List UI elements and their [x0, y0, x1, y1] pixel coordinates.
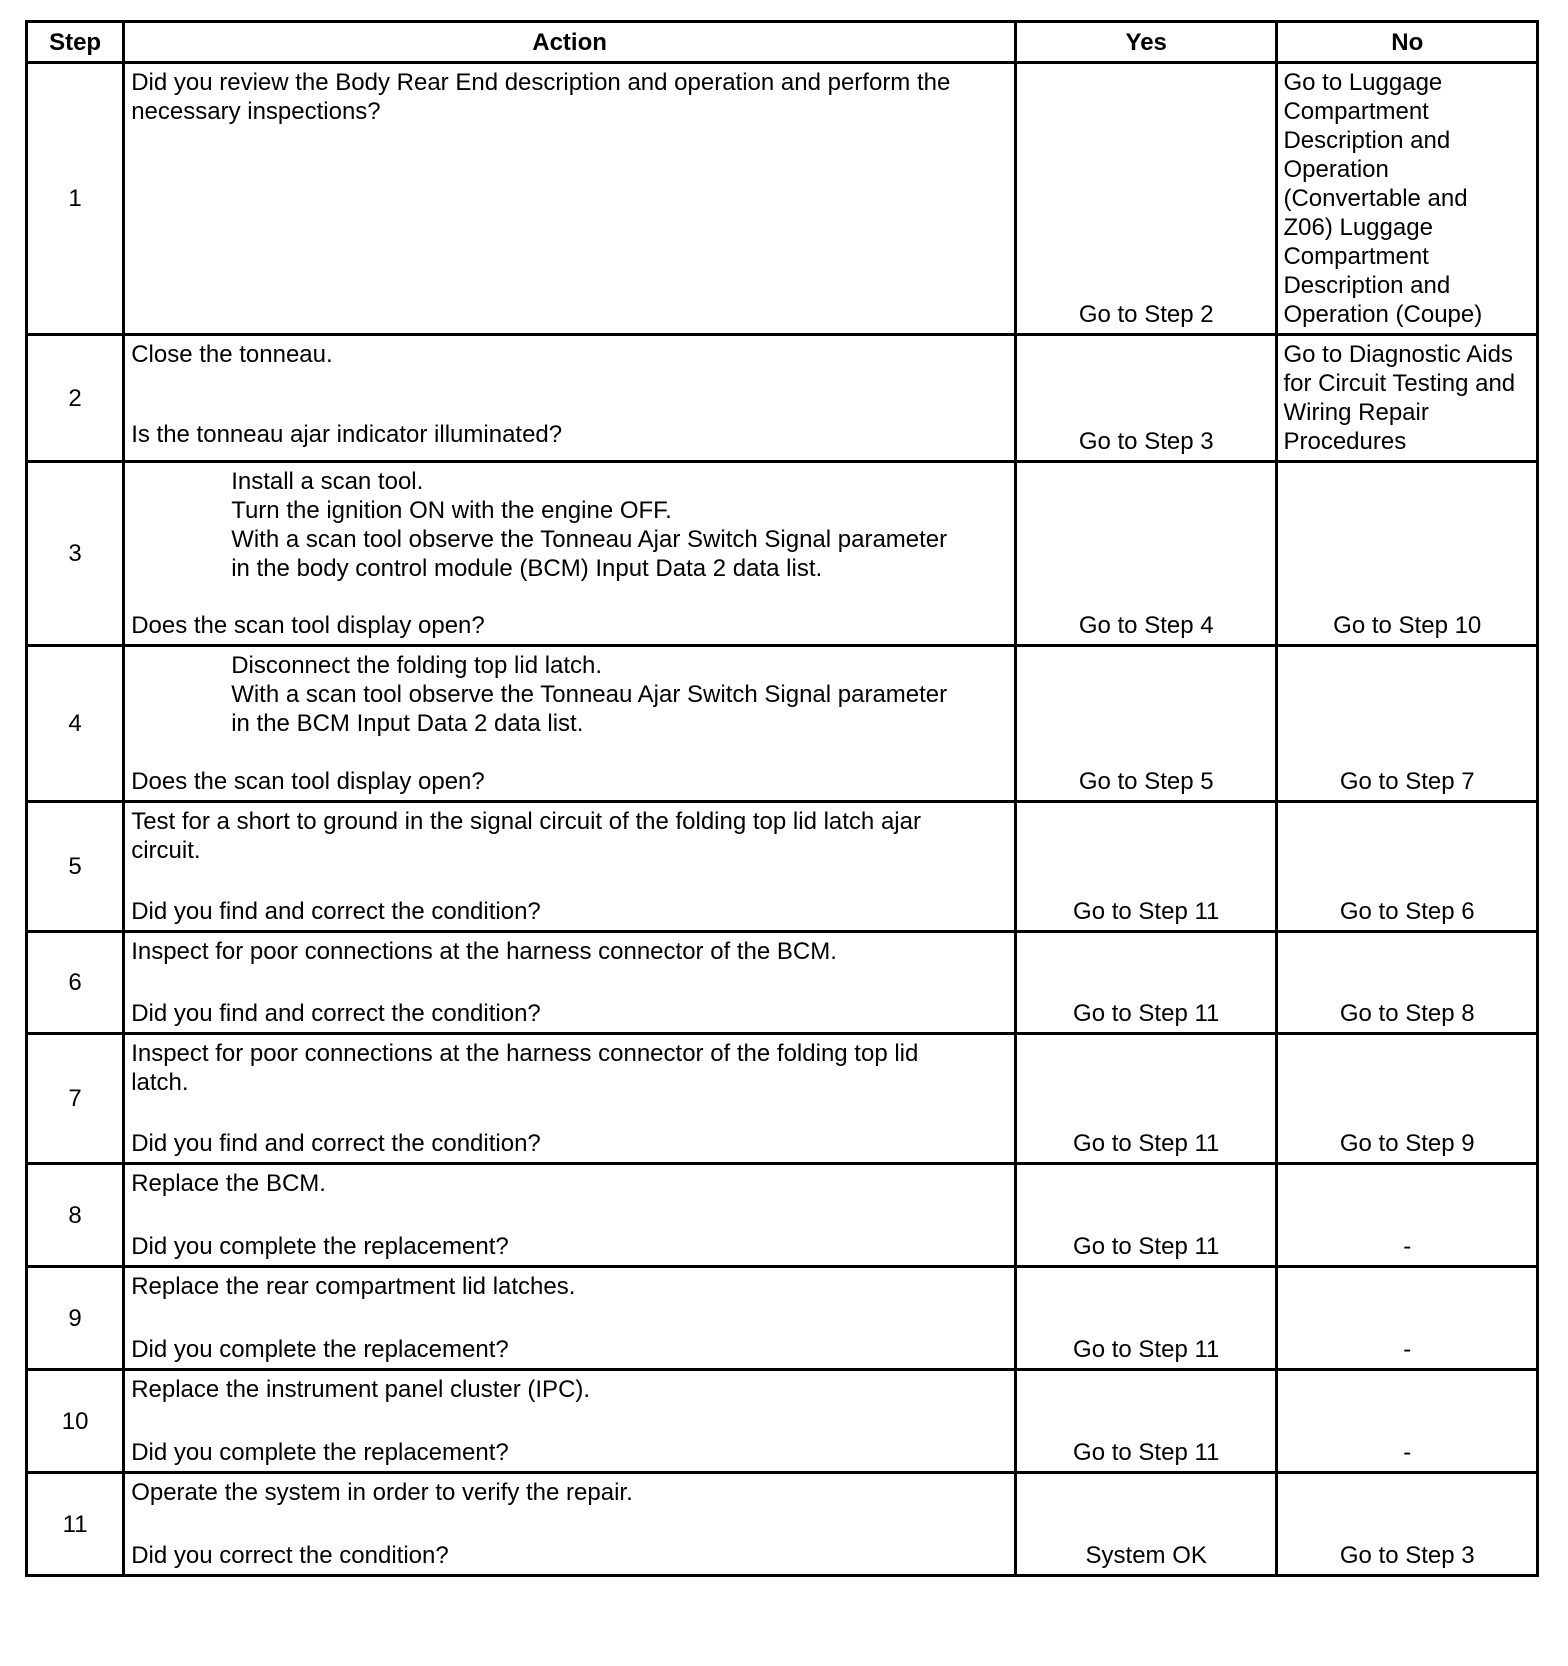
action-question: Does the scan tool display open?: [131, 768, 485, 795]
table-row: [27, 63, 1538, 335]
yes-result: Go to Step 11: [1015, 802, 1277, 932]
action-sub-line: in the body control module (BCM) Input Data 2 data list.: [231, 555, 823, 582]
diagnostic-table: [25, 20, 1539, 1577]
action-line: Close the tonneau.: [131, 341, 333, 368]
no-result-line: Wiring Repair: [1283, 399, 1429, 426]
yes-result: System OK: [1015, 1473, 1277, 1576]
action-cell: [124, 335, 1016, 462]
action-text: [131, 1039, 1008, 1097]
action-sub-line: With a scan tool observe the Tonneau Ajar Switch Signal parameter: [231, 526, 948, 553]
action-line: Replace the instrument panel cluster (IPC).: [131, 1376, 591, 1403]
no-result-line: for Circuit Testing and: [1283, 370, 1516, 397]
table-row: [27, 1370, 1538, 1473]
action-line: Operate the system in order to verify the repair.: [131, 1479, 633, 1506]
action-cell: [124, 63, 1016, 335]
action-sub-line: in the BCM Input Data 2 data list.: [231, 710, 584, 737]
action-question: Did you correct the condition?: [131, 1542, 449, 1569]
table-body: [27, 63, 1538, 1576]
no-result-line: Go to Diagnostic Aids: [1283, 341, 1513, 368]
action-question: Is the tonneau ajar indicator illuminated?: [131, 421, 563, 448]
action-cell: [124, 1267, 1016, 1370]
action-cell: [124, 1473, 1016, 1576]
no-result-line: Go to Luggage: [1283, 69, 1443, 96]
table-row: [27, 1164, 1538, 1267]
no-result: -: [1277, 1370, 1538, 1473]
yes-result: Go to Step 11: [1015, 1034, 1277, 1164]
action-cell: [124, 932, 1016, 1034]
table-row: [27, 462, 1538, 646]
step-number: 11: [27, 1473, 124, 1576]
no-result: Go to Step 6: [1277, 802, 1538, 932]
no-result: -: [1277, 1267, 1538, 1370]
action-question: Did you find and correct the condition?: [131, 1000, 541, 1027]
yes-result: Go to Step 2: [1015, 63, 1277, 335]
no-result: Go to Step 9: [1277, 1034, 1538, 1164]
action-text: [131, 68, 1008, 126]
header-row: [27, 22, 1538, 63]
action-cell: [124, 462, 1016, 646]
action-text: [131, 1272, 1008, 1301]
header-action: Action: [124, 22, 1016, 63]
step-number: 6: [27, 932, 124, 1034]
action-line: Inspect for poor connections at the harness connector of the BCM.: [131, 938, 837, 965]
step-number: 2: [27, 335, 124, 462]
table-row: [27, 335, 1538, 462]
table-row: [27, 1473, 1538, 1576]
table-row: [27, 1034, 1538, 1164]
step-number: 1: [27, 63, 124, 335]
yes-result: Go to Step 11: [1015, 1370, 1277, 1473]
action-question: Does the scan tool display open?: [131, 612, 485, 639]
action-line: Replace the BCM.: [131, 1170, 326, 1197]
action-question: Did you complete the replacement?: [131, 1233, 509, 1260]
no-result-line: (Convertable and: [1283, 185, 1468, 212]
action-line: necessary inspections?: [131, 98, 381, 125]
no-result: Go to Step 7: [1277, 646, 1538, 802]
action-text: [131, 1478, 1008, 1507]
action-sub-line: With a scan tool observe the Tonneau Ajar Switch Signal parameter: [231, 681, 948, 708]
yes-result: Go to Step 11: [1015, 1164, 1277, 1267]
action-text: [131, 340, 1008, 369]
step-number: 9: [27, 1267, 124, 1370]
action-line: latch.: [131, 1069, 189, 1096]
action-text: [131, 467, 1008, 583]
table-row: [27, 1267, 1538, 1370]
action-text: [131, 807, 1008, 865]
no-result-line: Compartment: [1283, 98, 1429, 125]
action-sub-line: Install a scan tool.: [231, 468, 424, 495]
step-number: 7: [27, 1034, 124, 1164]
action-cell: [124, 1164, 1016, 1267]
table-row: [27, 802, 1538, 932]
no-result-line: Z06) Luggage: [1283, 214, 1433, 241]
action-line: Test for a short to ground in the signal circuit of the folding top lid latch ajar: [131, 808, 921, 835]
action-cell: [124, 1370, 1016, 1473]
no-result: -: [1277, 1164, 1538, 1267]
action-text: [131, 651, 1008, 738]
action-question: Did you complete the replacement?: [131, 1336, 509, 1363]
action-cell: [124, 802, 1016, 932]
yes-result: Go to Step 5: [1015, 646, 1277, 802]
yes-result: Go to Step 3: [1015, 335, 1277, 462]
step-number: 3: [27, 462, 124, 646]
no-result-line: Operation (Coupe): [1283, 301, 1483, 328]
no-result-line: Procedures: [1283, 428, 1407, 455]
table-row: [27, 932, 1538, 1034]
yes-result: Go to Step 11: [1015, 932, 1277, 1034]
no-result: Go to Step 3: [1277, 1473, 1538, 1576]
yes-result: Go to Step 4: [1015, 462, 1277, 646]
action-line: Inspect for poor connections at the harness connector of the folding top lid: [131, 1040, 919, 1067]
no-result-line: Description and: [1283, 127, 1451, 154]
action-line: Did you review the Body Rear End description and operation and perform the: [131, 69, 951, 96]
action-question: Did you find and correct the condition?: [131, 1130, 541, 1157]
no-result: Go to Step 10: [1277, 462, 1538, 646]
action-sub-line: Disconnect the folding top lid latch.: [231, 652, 603, 679]
action-text: [131, 1375, 1008, 1404]
action-sub-line: Turn the ignition ON with the engine OFF.: [231, 497, 672, 524]
action-cell: [124, 646, 1016, 802]
step-number: 5: [27, 802, 124, 932]
action-line: circuit.: [131, 837, 201, 864]
no-result-line: Operation: [1283, 156, 1389, 183]
no-result-line: Description and: [1283, 272, 1451, 299]
no-result: Go to Step 8: [1277, 932, 1538, 1034]
step-number: 8: [27, 1164, 124, 1267]
header-yes: Yes: [1015, 22, 1277, 63]
action-text: [131, 1169, 1008, 1198]
header-step: Step: [27, 22, 124, 63]
action-question: Did you find and correct the condition?: [131, 898, 541, 925]
action-question: Did you complete the replacement?: [131, 1439, 509, 1466]
yes-result: Go to Step 11: [1015, 1267, 1277, 1370]
no-result: [1277, 63, 1538, 335]
no-result: [1277, 335, 1538, 462]
no-result-line: Compartment: [1283, 243, 1429, 270]
table-row: [27, 646, 1538, 802]
step-number: 10: [27, 1370, 124, 1473]
step-number: 4: [27, 646, 124, 802]
action-text: [131, 937, 1008, 966]
action-cell: [124, 1034, 1016, 1164]
header-no: No: [1277, 22, 1538, 63]
action-line: Replace the rear compartment lid latches.: [131, 1273, 576, 1300]
